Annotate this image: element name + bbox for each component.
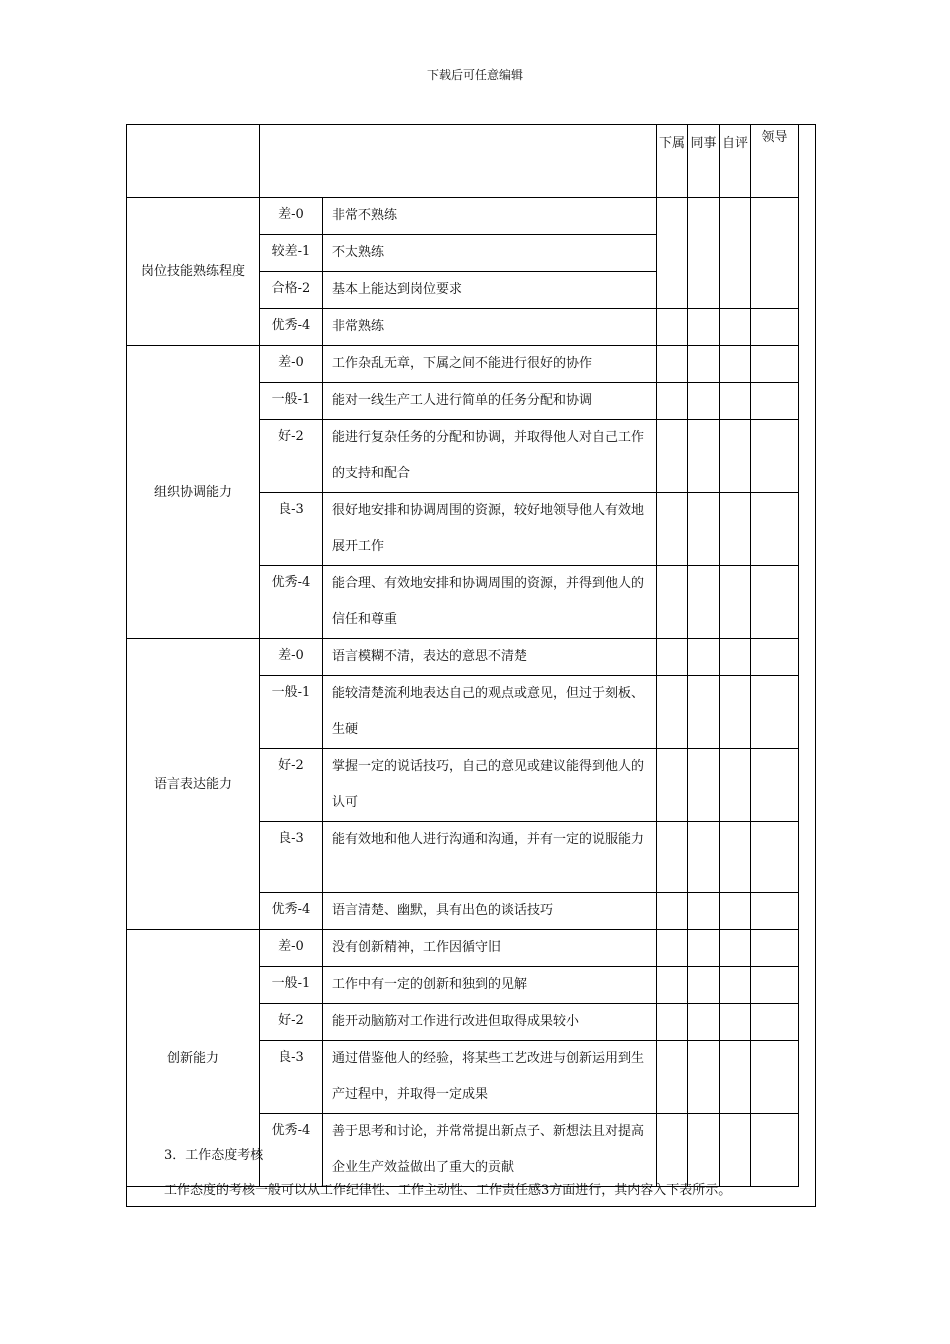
description-cell: 很好地安排和协调周围的资源，较好地领导他人有效地展开工作 bbox=[323, 493, 657, 566]
score-self-cell bbox=[720, 420, 751, 493]
score-self-cell bbox=[720, 893, 751, 930]
category-cell: 创新能力 bbox=[127, 930, 260, 1187]
level-cell: 一般-1 bbox=[260, 383, 323, 420]
score-self-cell bbox=[720, 346, 751, 383]
score-subordinate-cell bbox=[657, 676, 688, 749]
score-leader-cell bbox=[751, 346, 799, 383]
level-cell: 优秀-4 bbox=[260, 309, 323, 346]
description-cell: 能有效地和他人进行沟通和沟通，并有一定的说服能力 bbox=[323, 822, 657, 893]
header-empty-category bbox=[127, 125, 260, 198]
level-cell: 好-2 bbox=[260, 420, 323, 493]
level-cell: 好-2 bbox=[260, 749, 323, 822]
score-self-cell bbox=[720, 566, 751, 639]
score-colleague-cell bbox=[688, 893, 720, 930]
table-row bbox=[127, 930, 799, 967]
level-cell: 良-3 bbox=[260, 822, 323, 893]
score-leader-cell bbox=[751, 930, 799, 967]
level-cell: 合格-2 bbox=[260, 272, 323, 309]
score-subordinate-cell bbox=[657, 749, 688, 822]
score-leader-cell bbox=[751, 420, 799, 493]
level-cell: 差-0 bbox=[260, 639, 323, 676]
description-cell: 语言模糊不清，表达的意思不清楚 bbox=[323, 639, 657, 676]
description-cell: 能合理、有效地安排和协调周围的资源，并得到他人的信任和尊重 bbox=[323, 566, 657, 639]
score-subordinate-cell bbox=[657, 822, 688, 893]
category-cell: 岗位技能熟练程度 bbox=[127, 198, 260, 346]
description-cell: 能进行复杂任务的分配和协调，并取得他人对自己工作的支持和配合 bbox=[323, 420, 657, 493]
score-subordinate-cell bbox=[657, 346, 688, 383]
score-subordinate-cell bbox=[657, 967, 688, 1004]
score-subordinate-cell bbox=[657, 420, 688, 493]
score-self-cell bbox=[720, 309, 751, 346]
score-self-cell bbox=[720, 493, 751, 566]
score-colleague-cell bbox=[688, 1004, 720, 1041]
score-subordinate-cell bbox=[657, 1114, 688, 1187]
score-colleague-cell bbox=[688, 639, 720, 676]
description-cell: 语言清楚、幽默，具有出色的谈话技巧 bbox=[323, 893, 657, 930]
score-subordinate-cell bbox=[657, 198, 688, 309]
description-cell: 掌握一定的说话技巧，自己的意见或建议能得到他人的认可 bbox=[323, 749, 657, 822]
score-self-cell bbox=[720, 676, 751, 749]
level-cell: 差-0 bbox=[260, 198, 323, 235]
score-self-cell bbox=[720, 822, 751, 893]
level-cell: 良-3 bbox=[260, 1041, 323, 1114]
description-cell: 工作中有一定的创新和独到的见解 bbox=[323, 967, 657, 1004]
category-cell: 组织协调能力 bbox=[127, 346, 260, 639]
level-cell: 好-2 bbox=[260, 1004, 323, 1041]
header-subordinate: 下属 bbox=[657, 125, 688, 198]
description-cell: 能开动脑筋对工作进行改进但取得成果较小 bbox=[323, 1004, 657, 1041]
evaluation-table bbox=[126, 124, 799, 1187]
score-colleague-cell bbox=[688, 198, 720, 309]
score-leader-cell bbox=[751, 639, 799, 676]
header-colleague: 同事 bbox=[688, 125, 720, 198]
level-cell: 差-0 bbox=[260, 930, 323, 967]
table-header-row bbox=[127, 125, 799, 198]
score-colleague-cell bbox=[688, 566, 720, 639]
score-leader-cell bbox=[751, 1041, 799, 1114]
description-cell: 非常熟练 bbox=[323, 309, 657, 346]
header-leader: 领导 bbox=[751, 125, 799, 198]
description-cell: 基本上能达到岗位要求 bbox=[323, 272, 657, 309]
score-colleague-cell bbox=[688, 383, 720, 420]
description-cell: 工作杂乱无章，下属之间不能进行很好的协作 bbox=[323, 346, 657, 383]
level-cell: 优秀-4 bbox=[260, 566, 323, 639]
score-colleague-cell bbox=[688, 420, 720, 493]
score-self-cell bbox=[720, 1114, 751, 1187]
score-leader-cell bbox=[751, 676, 799, 749]
score-colleague-cell bbox=[688, 967, 720, 1004]
table-row bbox=[127, 639, 799, 676]
score-colleague-cell bbox=[688, 1114, 720, 1187]
level-cell: 优秀-4 bbox=[260, 893, 323, 930]
level-cell: 较差-1 bbox=[260, 235, 323, 272]
score-subordinate-cell bbox=[657, 383, 688, 420]
score-self-cell bbox=[720, 1004, 751, 1041]
score-leader-cell bbox=[751, 493, 799, 566]
score-leader-cell bbox=[751, 198, 799, 309]
score-subordinate-cell bbox=[657, 1041, 688, 1114]
description-cell: 没有创新精神，工作因循守旧 bbox=[323, 930, 657, 967]
score-colleague-cell bbox=[688, 676, 720, 749]
level-cell: 良-3 bbox=[260, 493, 323, 566]
score-subordinate-cell bbox=[657, 930, 688, 967]
score-leader-cell bbox=[751, 1004, 799, 1041]
level-cell: 优秀-4 bbox=[260, 1114, 323, 1187]
page-header: 下载后可任意编辑 bbox=[426, 68, 523, 82]
description-cell: 能较清楚流利地表达自己的观点或意见，但过于刻板、生硬 bbox=[323, 676, 657, 749]
score-leader-cell bbox=[751, 967, 799, 1004]
description-cell: 善于思考和讨论，并常常提出新点子、新想法且对提高企业生产效益做出了重大的贡献 bbox=[323, 1114, 657, 1187]
description-cell: 通过借鉴他人的经验，将某些工艺改进与创新运用到生产过程中，并取得一定成果 bbox=[323, 1041, 657, 1114]
score-subordinate-cell bbox=[657, 1004, 688, 1041]
table-row bbox=[127, 346, 799, 383]
section-title: 3．工作态度考核 bbox=[164, 1148, 264, 1163]
score-subordinate-cell bbox=[657, 639, 688, 676]
score-self-cell bbox=[720, 383, 751, 420]
table-row bbox=[127, 198, 799, 235]
header-empty-description bbox=[260, 125, 657, 198]
score-self-cell bbox=[720, 198, 751, 309]
score-leader-cell bbox=[751, 383, 799, 420]
score-colleague-cell bbox=[688, 930, 720, 967]
score-self-cell bbox=[720, 1041, 751, 1114]
level-cell: 一般-1 bbox=[260, 967, 323, 1004]
score-colleague-cell bbox=[688, 822, 720, 893]
score-subordinate-cell bbox=[657, 893, 688, 930]
score-self-cell bbox=[720, 930, 751, 967]
score-subordinate-cell bbox=[657, 566, 688, 639]
score-colleague-cell bbox=[688, 309, 720, 346]
score-leader-cell bbox=[751, 749, 799, 822]
score-leader-cell bbox=[751, 822, 799, 893]
level-cell: 一般-1 bbox=[260, 676, 323, 749]
score-colleague-cell bbox=[688, 346, 720, 383]
description-cell: 不太熟练 bbox=[323, 235, 657, 272]
score-self-cell bbox=[720, 749, 751, 822]
score-leader-cell bbox=[751, 1114, 799, 1187]
score-colleague-cell bbox=[688, 493, 720, 566]
section-paragraph: 工作态度的考核一般可以从工作纪律性、工作主动性、工作责任感3方面进行，其内容入下表所示。 bbox=[164, 1183, 732, 1198]
score-subordinate-cell bbox=[657, 493, 688, 566]
score-leader-cell bbox=[751, 309, 799, 346]
score-subordinate-cell bbox=[657, 309, 688, 346]
header-self: 自评 bbox=[720, 125, 751, 198]
score-colleague-cell bbox=[688, 1041, 720, 1114]
score-leader-cell bbox=[751, 566, 799, 639]
score-colleague-cell bbox=[688, 749, 720, 822]
category-cell: 语言表达能力 bbox=[127, 639, 260, 930]
level-cell: 差-0 bbox=[260, 346, 323, 383]
score-leader-cell bbox=[751, 893, 799, 930]
description-cell: 能对一线生产工人进行简单的任务分配和协调 bbox=[323, 383, 657, 420]
score-self-cell bbox=[720, 967, 751, 1004]
description-cell: 非常不熟练 bbox=[323, 198, 657, 235]
score-self-cell bbox=[720, 639, 751, 676]
